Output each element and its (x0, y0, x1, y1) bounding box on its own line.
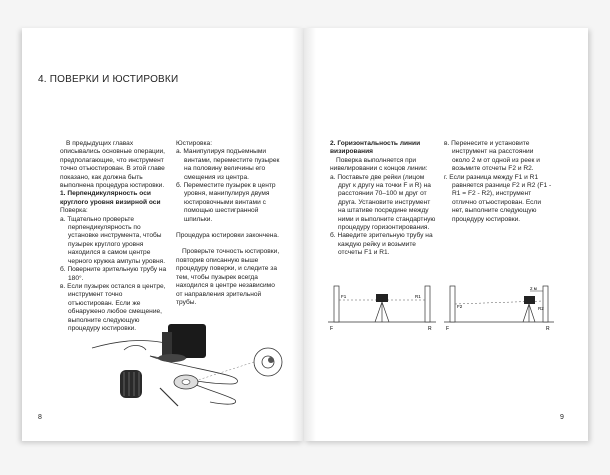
distance-label: 2 м (530, 286, 537, 291)
reading-f1-label: F1 (341, 294, 347, 299)
list-item: а. Поставьте две рейки (лицом друг к другу на точки F и R) на расстоянии 70–100 м друг от друга. Установите инструмент на штативе посредине между ними и выполните стандартную процедуру горизонтирования. (330, 173, 436, 232)
list-item: б. Поверните зрительную трубу на 180°. (60, 266, 167, 282)
subsection-heading: 2. Горизонтальность линии визирования (330, 140, 421, 156)
reading-r2-label: R2 (538, 306, 544, 311)
point-f-label: F (330, 326, 334, 332)
reading-f2-label: F2 (457, 304, 463, 309)
list-item: б. Наведите зрительную трубу на каждую рейку и возьмите отсчеты F1 и R1. (330, 232, 433, 257)
check-lead: Поверка выполняется при нивелировании с концов линии: (330, 156, 428, 173)
level-adjustment-illustration (90, 318, 290, 413)
staff-diagram-near-staff (444, 284, 554, 332)
page-number-left: 8 (38, 414, 42, 421)
adjust-done: Процедура юстировки закончена. (176, 232, 279, 240)
right-column-1 (330, 140, 438, 258)
list-item: б. Переместите пузырек в центр уровня, манипулируя двумя юстировочными винтами с помощью шестигранной шпильки. (176, 182, 276, 223)
reading-r1-label: R1 (415, 294, 421, 299)
left-column-1 (60, 140, 168, 333)
check-steps (60, 216, 168, 334)
page-number-right: 9 (560, 414, 564, 421)
list-item: а. Тщательно проверьте перпендикулярность по установке инструмента, чтобы пузырек круглого уровня находился в самом центре черного кружка ампулы уровня. (60, 215, 166, 265)
adjust-lead: Юстировка: (176, 140, 213, 147)
adjust-steps (176, 148, 282, 224)
list-item: в. Если пузырек остался в центре, инструмент точно отъюстирован. Если же обнаружено любое смещение, выполните следующую процедуру юстировки. (60, 282, 166, 332)
point-r-label: R (428, 326, 432, 332)
check-lead: Поверка: (60, 207, 88, 215)
section-title: 4. ПОВЕРКИ И ЮСТИРОВКИ (38, 74, 179, 85)
book-gutter (292, 28, 316, 441)
point-f-label: F (446, 326, 450, 332)
right-column-2 (444, 140, 552, 224)
check-steps-continued (444, 140, 552, 224)
check-steps (330, 174, 438, 258)
staff-diagram-midpoint (328, 284, 436, 332)
list-item: в. Перенесите и установите инструмент на расстоянии около 2 м от одной из реек и возьмите отсчеты F2 и R2. (444, 140, 540, 173)
left-column-2 (176, 140, 282, 307)
list-item: г. Если разница между F1 и R1 равняется разнице F2 и R2 (F1 - R1 = F2 - R2), инструмент отлично отъюстирован. Если нет, выполните следующую процедуру юстировки. (444, 173, 552, 223)
intro-paragraph: В предыдущих главах описывались основные операции, предполагающие, что инструмент точно отъюстирован. В этой главе показано, как должна быть выполнена процедура юстировки. (60, 140, 166, 190)
point-r-label: R (546, 326, 550, 332)
adjust-final: Проверьте точность юстировки, повторив описанную выше процедуру поверки, и следите за тем, чтобы пузырек всегда находился в центре независимо от направления зрительной трубы. (176, 248, 280, 306)
list-item: а. Манипулируя подъемными винтами, переместите пузырек на половину величины его смещения из центра. (176, 148, 280, 181)
subsection-heading: 1. Перпендикулярность оси круглого уровня визирной оси (60, 190, 161, 206)
